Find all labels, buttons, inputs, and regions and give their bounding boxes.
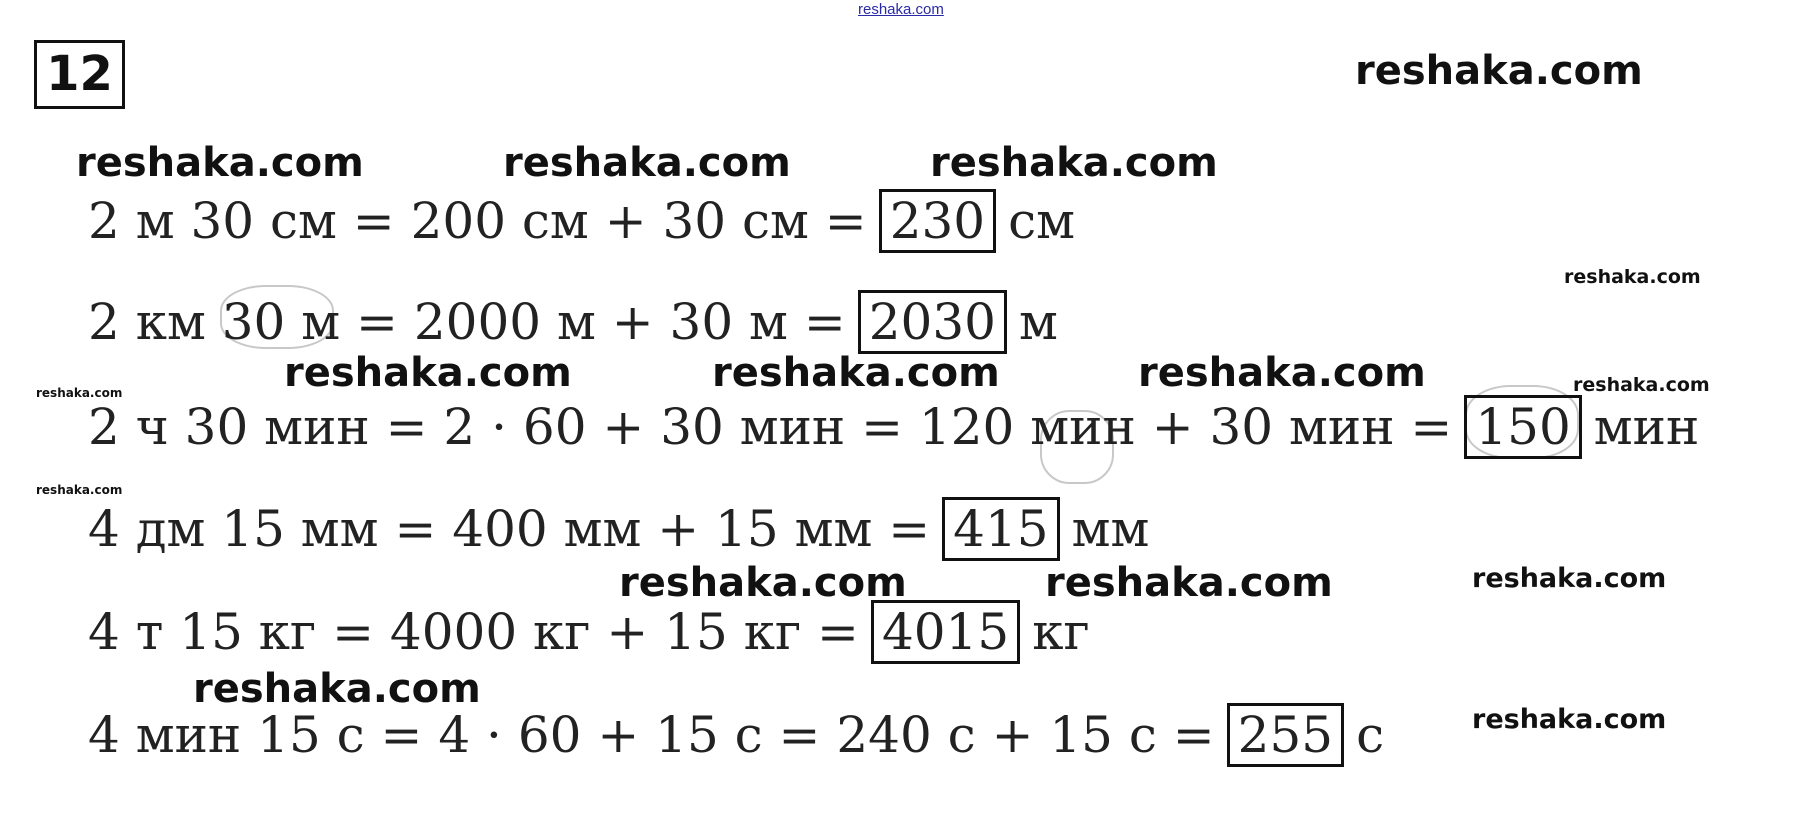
equation-expression: 2 км 30 м = 2000 м + 30 м = <box>88 293 846 351</box>
equation-line-6 <box>88 703 1384 767</box>
equation-expression: 4 т 15 кг = 4000 кг + 15 кг = <box>88 603 859 661</box>
watermark: reshaka.com <box>284 350 572 396</box>
answer-box: 150 <box>1464 395 1581 459</box>
task-number: 12 <box>34 40 125 109</box>
watermark: reshaka.com <box>193 666 481 712</box>
watermark: reshaka.com <box>930 140 1218 186</box>
watermark-top-link: reshaka.com <box>858 1 944 18</box>
answer-box: 230 <box>879 189 996 253</box>
watermark: reshaka.com <box>712 350 1000 396</box>
equation-line-2 <box>88 290 1058 354</box>
answer-unit: мм <box>1071 500 1150 558</box>
equation-expression: 2 ч 30 мин = 2 · 60 + 30 мин = 120 мин + 30 мин = <box>88 398 1453 456</box>
watermark: reshaka.com <box>1564 266 1701 288</box>
equation-line-1 <box>88 189 1075 253</box>
answer-unit: кг <box>1032 603 1090 661</box>
answer-box: 415 <box>942 497 1059 561</box>
watermark: reshaka.com <box>619 560 907 606</box>
watermark: reshaka.com <box>1573 374 1710 396</box>
answer-box: 255 <box>1227 703 1344 767</box>
equation-expression: 4 дм 15 мм = 400 мм + 15 мм = <box>88 500 931 558</box>
equation-line-3 <box>88 395 1699 459</box>
equation-line-5 <box>88 600 1090 664</box>
watermark: reshaka.com <box>1355 48 1643 94</box>
watermark: reshaka.com <box>503 140 791 186</box>
answer-box: 4015 <box>871 600 1020 664</box>
watermark: reshaka.com <box>1472 563 1667 594</box>
watermark: reshaka.com <box>76 140 364 186</box>
answer-box: 2030 <box>858 290 1007 354</box>
watermark: reshaka.com <box>36 386 123 400</box>
equation-line-4 <box>88 497 1149 561</box>
equation-expression: 2 м 30 см = 200 см + 30 см = <box>88 192 867 250</box>
watermark: reshaka.com <box>1138 350 1426 396</box>
watermark: reshaka.com <box>36 483 123 497</box>
equation-expression: 4 мин 15 с = 4 · 60 + 15 с = 240 с + 15 с = <box>88 706 1215 764</box>
answer-unit: мин <box>1593 398 1700 456</box>
watermark: reshaka.com <box>1472 704 1667 735</box>
watermark: reshaka.com <box>1045 560 1333 606</box>
answer-unit: м <box>1019 293 1058 351</box>
answer-unit: с <box>1356 706 1385 764</box>
answer-unit: см <box>1008 192 1076 250</box>
